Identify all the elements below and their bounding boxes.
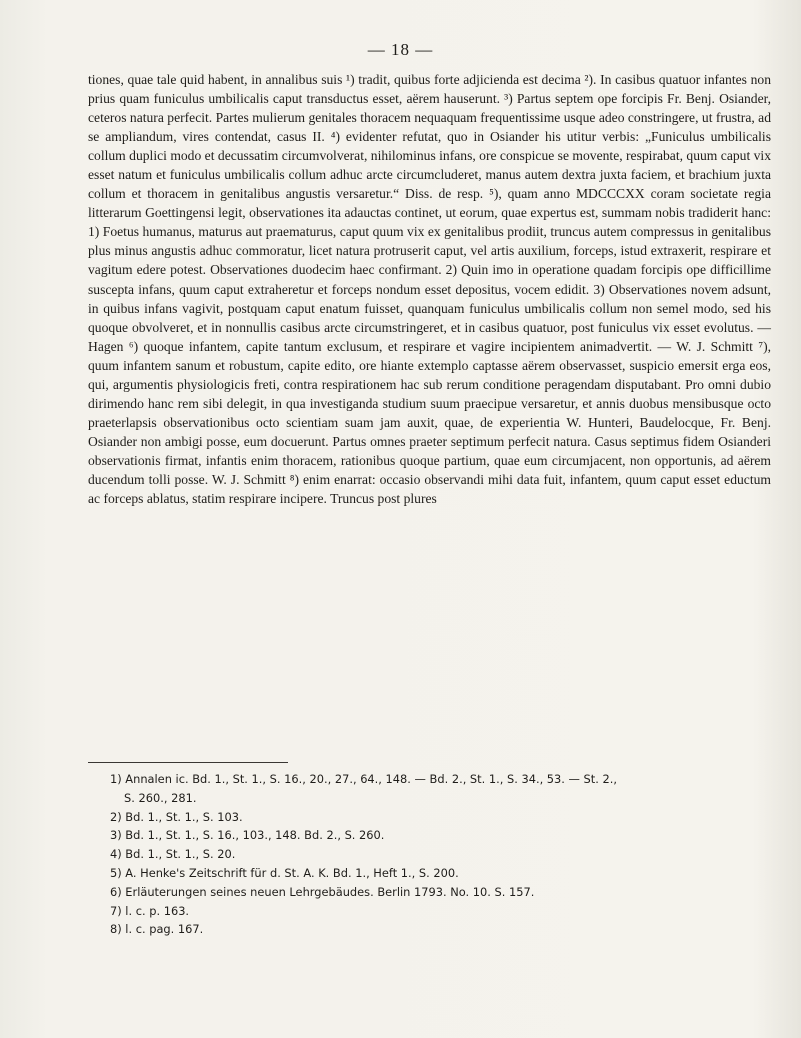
footnote-8: 8) l. c. pag. 167. — [110, 922, 204, 937]
footnote-divider — [88, 762, 288, 763]
footnote-1-continued: S. 260., 281. — [124, 790, 197, 805]
footnote-2: 2) Bd. 1., St. 1., S. 103. — [110, 809, 243, 824]
main-text — [88, 70, 771, 508]
main-paragraph: tiones, quae tale quid habent, in annalibus suis ¹) tradit, quibus forte adjicienda est decima ²). In casibus quatuor infantes non prius quam funiculus umbilicalis caput transductus esset, aërem hauserunt. ³) Partus septem ope forcipis Fr. Benj. Osiander, ceteros natura perfecit. Partes mulierum genitales thoracem nequaquam frequentissime usque adeo constringere, ut frustra, ad se ampliandum, vires contendat, casus II. ⁴) evidenter refutat, quo in Osiander his utitur verbis: „Funiculus umbilicalis collum duplici modo et decussatim circumvolverat, nihilominus infans, ore conspicue se movente, respirabat, quum caput vix esset natum et funiculus umbilicalis collum adhuc arcte circumcluderet, manus autem dextra juxta faciem, et brachium juxta collum et thoracem in genitalibus angustis versaretur.“ Diss. de resp. ⁵), quam anno MDCCCXX coram societate regia litterarum Goettingensi legit, observationes ita adauctas continet, ut eorum, quae expertus est, summam nobis tradiderit hanc: 1) Foetus humanus, maturus aut praematurus, caput quum vix ex genitalibus prodiit, truncus autem compressus in genitalibus plus minus angustis adhuc commoratur, licet natura protruserit caput, vel artis auxilium, forceps, istud extraxerit, respirare et vagitum edere potest. Observationes duodecim haec confirmant. 2) Quin imo in operatione quadam forcipis ope difficillime suscepta infans, quum caput extraheretur et forceps nondum esset depositus, vocem edidit. 3) Observationes novem adsunt, in quibus infans vagivit, postquam caput enatum fuisset, quanquam funiculus umbilicalis collum non semel modo, sed his quoque obvolveret, et in nonnullis casibus arcte circumstringeret, et in casibus quatuor, post funiculus vix esset evolutus. — Hagen ⁶) quoque infantem, capite tantum exclusum, et respirare et vagire incipientem animadvertit. — W. J. Schmitt ⁷), quum infantem sanum et robustum, capite edito, ore hiante extemplo captasse aërem observasset, suspicio emersit erga eos, qui, argumentis physiologicis freti, contra respirationem hac sub rerum conditione peragendam disputabant. Pro omni dubio dirimendo hanc rem sibi delegit, in qua investiganda studium suum praecipue versaretur, et annis duobus mensibusque octo praeterlapsis observationibus octo scientiam suam jam auxit, quae, de experientia W. Hunteri, Baudelocque, Fr. Benj. Osiander non ambigi posse, eum docuerunt. Partus omnes praeter septimum perfecit natura. Casus septimus fidem Osianderi observationis firmat, infantis enim thoracem, rationibus quoque partium, quae eum circumjacent, non opportunis, ad aërem ducendum tolli posse. W. J. Schmitt ⁸) enim enarrat: occasio observandi mihi data fuit, infantem, quum caput esset eductum ac forceps ablatus, statim respirare incipere. Truncus post plures — [88, 72, 771, 507]
footnote-3: 3) Bd. 1., St. 1., S. 16., 103., 148. Bd. 2., S. 260. — [110, 828, 385, 843]
footnotes — [110, 770, 770, 939]
footnote-6: 6) Erläuterungen seines neuen Lehrgebäudes. Berlin 1793. No. 10. S. 157. — [110, 884, 535, 899]
page-number: — 18 — — [367, 40, 434, 59]
footnote-5: 5) A. Henke's Zeitschrift für d. St. A. K. Bd. 1., Heft 1., S. 200. — [110, 865, 459, 880]
footnote-7: 7) l. c. p. 163. — [110, 903, 190, 918]
footnote-4: 4) Bd. 1., St. 1., S. 20. — [110, 847, 236, 862]
footnote-1: 1) Annalen ic. Bd. 1., St. 1., S. 16., 20., 27., 64., 148. — Bd. 2., St. 1., S. 34., 53. — St. 2., — [110, 772, 617, 786]
